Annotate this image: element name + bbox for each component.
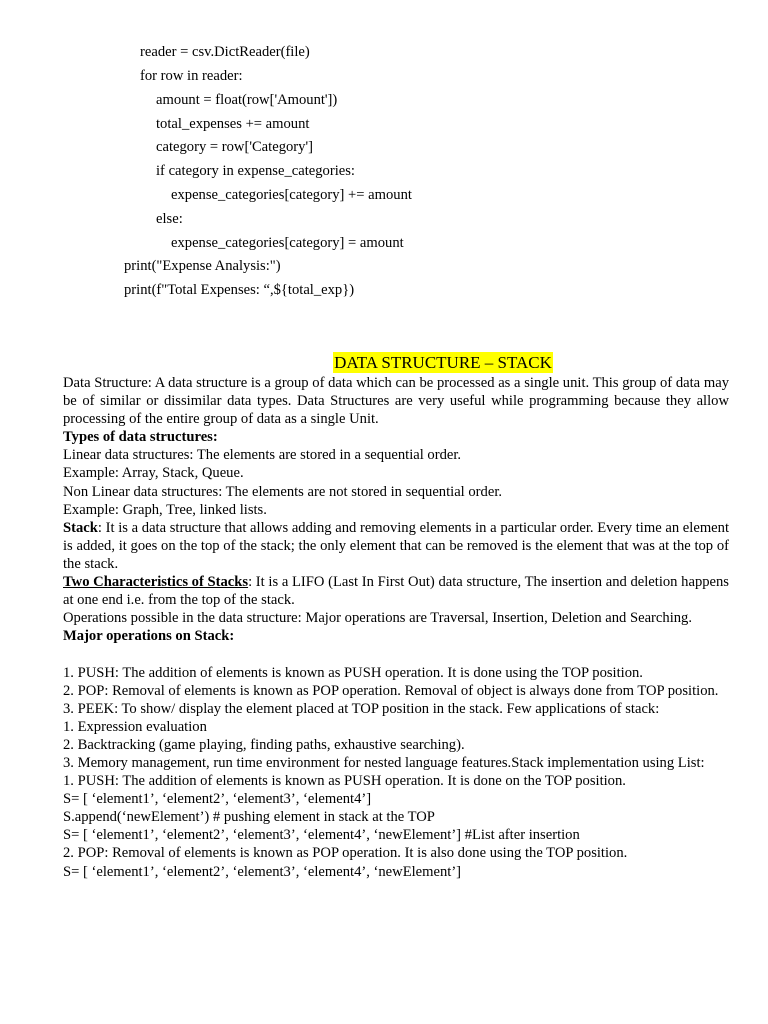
stack-text: : It is a data structure that allows adding and removing elements in a particular order. Every time an element is added, it goes on the top of the stack; the only element that can be removed is the element that was at the top of the stack. — [63, 519, 729, 572]
code-line: if category in expense_categories: — [156, 163, 355, 179]
application-item: 1. Expression evaluation — [63, 718, 207, 735]
paragraph-definition: Data Structure: A data structure is a group of data which can be processed as a single unit. This group of data may be of similar or dissimilar data types. Data Structures are very useful while programming because they allow processing of the entire group of data as a single Unit. — [63, 375, 729, 428]
code-line: expense_categories[category] += amount — [171, 187, 412, 203]
stack-label: Stack — [63, 519, 98, 536]
impl-list-before-pop: S= [ ‘element1’, ‘element2’, ‘element3’, ‘element4’, ‘newElement’] — [63, 863, 462, 880]
code-line: expense_categories[category] = amount — [171, 235, 404, 251]
code-line: amount = float(row['Amount']) — [156, 92, 338, 108]
two-characteristics-text: : It is a LIFO (Last In First Out) data structure, The insertion and deletion happens at one end i.e. from the top of the stack. — [63, 574, 729, 609]
pop-operation: 2. POP: Removal of elements is known as POP operation. Removal of object is always done from TOP position. — [63, 682, 719, 699]
application-item: 2. Backtracking (game playing, finding paths, exhaustive searching). — [63, 736, 465, 753]
impl-append: S.append(‘newElement’) # pushing element in stack at the TOP — [63, 809, 435, 826]
impl-list-initial: S= [ ‘element1’, ‘element2’, ‘element3’, ‘element4’] — [63, 791, 372, 808]
code-line: reader = csv.DictReader(file) — [140, 44, 310, 60]
code-line: total_expenses += amount — [156, 116, 310, 132]
application-item: 3. Memory management, run time environment for nested language features.Stack implementation using List: — [63, 754, 705, 771]
document-body — [63, 374, 729, 881]
code-line: for row in reader: — [140, 68, 243, 84]
major-ops-heading: Major operations on Stack: — [63, 628, 235, 645]
two-characteristics-label: Two Characteristics of Stacks — [63, 574, 249, 591]
impl-pop: 2. POP: Removal of elements is known as POP operation. It is also done using the TOP position. — [63, 845, 628, 862]
operations-paragraph: Operations possible in the data structure: Major operations are Traversal, Insertion, Deletion and Searching. — [63, 610, 692, 627]
code-line: category = row['Category'] — [156, 139, 313, 155]
code-line: else: — [156, 211, 183, 227]
linear-line: Linear data structures: The elements are stored in a sequential order. — [63, 447, 462, 464]
nonlinear-line: Non Linear data structures: The elements are not stored in sequential order. — [63, 483, 503, 500]
blank-line — [63, 645, 729, 663]
push-operation: 1. PUSH: The addition of elements is known as PUSH operation. It is done using the TOP position. — [63, 664, 643, 681]
nonlinear-example: Example: Graph, Tree, linked lists. — [63, 501, 267, 518]
impl-push: 1. PUSH: The addition of elements is known as PUSH operation. It is done on the TOP position. — [63, 773, 626, 790]
two-characteristics-paragraph — [63, 573, 729, 609]
linear-example: Example: Array, Stack, Queue. — [63, 465, 244, 482]
code-line: print(f"Total Expenses: “,${total_exp}) — [124, 282, 355, 298]
types-heading: Types of data structures: — [63, 429, 218, 446]
section-title: DATA STRUCTURE – STACK — [334, 353, 552, 372]
impl-list-after-insert: S= [ ‘element1’, ‘element2’, ‘element3’, ‘element4’, ‘newElement’] #List after insertion — [63, 827, 580, 844]
section-title-wrap — [0, 352, 768, 373]
stack-paragraph — [63, 519, 729, 573]
peek-operation: 3. PEEK: To show/ display the element placed at TOP position in the stack. Few applications of stack: — [63, 700, 660, 717]
code-line: print("Expense Analysis:") — [124, 258, 281, 274]
